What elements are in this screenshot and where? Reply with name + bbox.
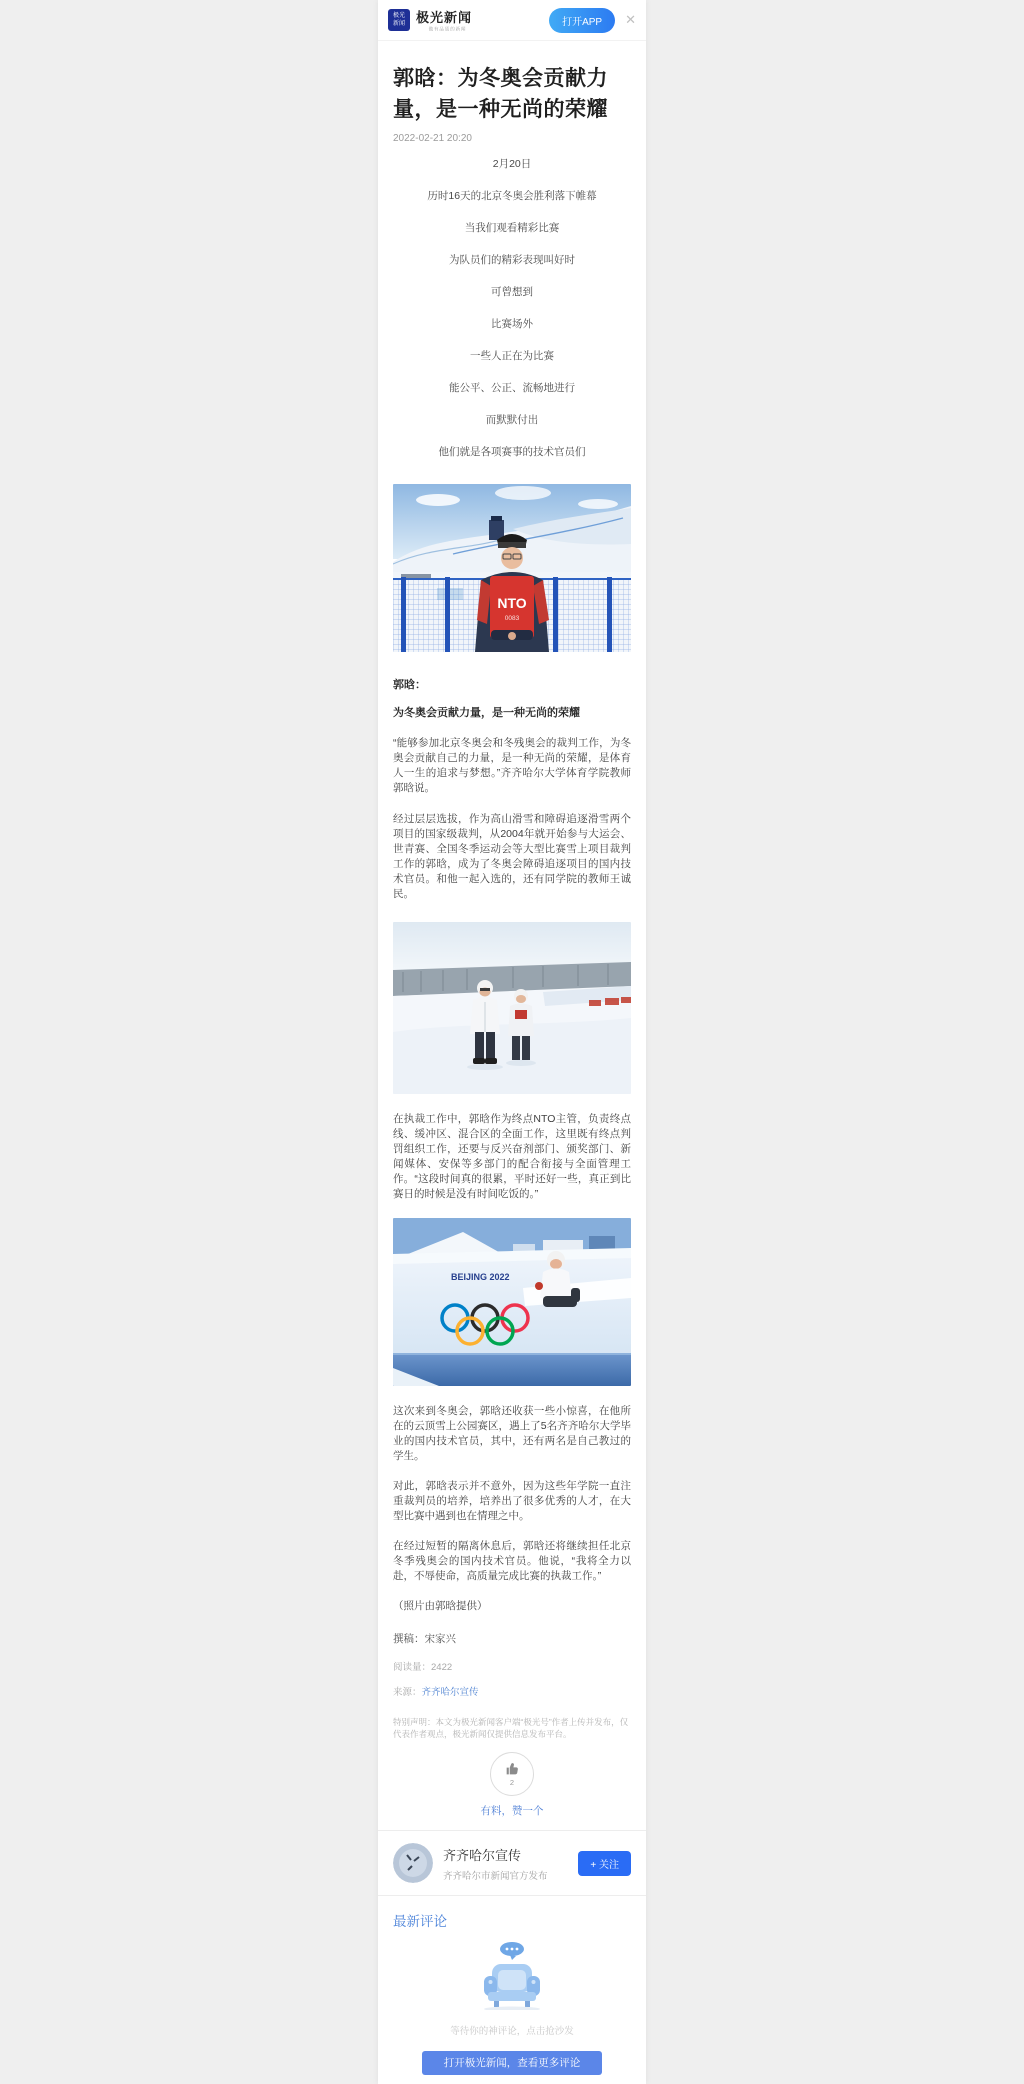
svg-text:BEIJING 2022: BEIJING 2022 bbox=[451, 1272, 510, 1282]
paragraph: 在经过短暂的隔离休息后，郭晗还将继续担任北京冬季残奥会的国内技术官员。他说，“我将全力以赴，不辱使命，高质量完成比赛的执裁工作。” bbox=[393, 1540, 631, 1582]
intro-line: 2月20日 bbox=[492, 158, 532, 170]
svg-text:NTO: NTO bbox=[497, 595, 527, 611]
article-page bbox=[378, 0, 646, 2084]
logo-line2: 新闻 bbox=[392, 21, 405, 27]
source-row bbox=[393, 1684, 631, 1698]
byline: 撰稿：宋家兴 bbox=[393, 1633, 456, 1645]
paragraph: 经过层层选拔，作为高山滑雪和障碍追逐滑雪两个项目的国家级裁判，从2004年就开始参与大运会、世青赛、全国冬季运动会等大型比赛雪上项目裁判工作的郭晗，成为了冬奥会障碍追逐项目的国内技术官员。和他一起入选的，还有同学院的教师王诚民。 bbox=[393, 813, 631, 900]
empty-comments-illustration bbox=[393, 1940, 631, 2015]
intro-line: 他们就是各项赛事的技术官员们 bbox=[438, 446, 586, 458]
page-title: 郭晗：为冬奥会贡献力量，是一种无尚的荣耀 bbox=[393, 67, 608, 121]
close-icon[interactable]: ✕ bbox=[625, 12, 636, 27]
intro-line: 可曾想到 bbox=[491, 286, 533, 298]
subtitle-name: 郭晗： bbox=[393, 679, 426, 691]
open-more-comments-button[interactable]: 打开极光新闻，查看更多评论 bbox=[422, 2051, 602, 2075]
aurora-news-logo-icon bbox=[388, 9, 410, 31]
app-name: 极光新闻 bbox=[416, 10, 473, 25]
photo-officials-on-snow[interactable] bbox=[393, 922, 631, 1094]
publisher-info bbox=[443, 1845, 578, 1882]
intro-line: 比赛场外 bbox=[491, 318, 533, 330]
like-label[interactable]: 有料，赞一个 bbox=[480, 1805, 544, 1817]
source-label: 来源： bbox=[393, 1687, 422, 1698]
logo-line1: 极光 bbox=[392, 13, 405, 19]
logo-slogan: 做有品质的新闻 bbox=[428, 26, 467, 33]
intro-line: 而默默付出 bbox=[485, 414, 539, 426]
comments-title: 最新评论 bbox=[393, 1914, 447, 1929]
app-title-block bbox=[416, 7, 472, 33]
thumbs-up-icon bbox=[504, 1761, 520, 1777]
like-button[interactable] bbox=[490, 1752, 534, 1796]
source-link[interactable]: 齐齐哈尔宣传 bbox=[421, 1687, 479, 1698]
intro-line: 能公平、公正、流畅地进行 bbox=[449, 382, 575, 394]
intro-line: 一些人正在为比赛 bbox=[470, 350, 554, 362]
open-app-button[interactable]: 打开APP bbox=[549, 8, 615, 33]
read-count: 阅读量：2422 bbox=[393, 1662, 453, 1673]
intro-line: 为队员们的精彩表现叫好时 bbox=[449, 254, 575, 266]
publisher-name: 齐齐哈尔宣传 bbox=[443, 1847, 522, 1863]
publisher-description: 齐齐哈尔市新闻官方发布 bbox=[443, 1870, 548, 1882]
avatar bbox=[393, 1843, 433, 1883]
empty-comments-hint: 等待你的神评论，点击抢沙发 bbox=[450, 2026, 574, 2037]
publish-date: 2022-02-21 20:20 bbox=[393, 133, 472, 144]
disclaimer: 特别声明：本文为极光新闻客户端“极光号”作者上传并发布，仅代表作者观点，极光新闻仅提供信息发布平台。 bbox=[393, 1717, 629, 1739]
follow-button[interactable]: + 关注 bbox=[578, 1851, 631, 1876]
intro-line: 当我们观看精彩比赛 bbox=[464, 222, 560, 234]
paragraph: 对此，郭晗表示并不意外，因为这些年学院一直注重裁判员的培养，培养出了很多优秀的人才，在大型比赛中遇到也在情理之中。 bbox=[393, 1480, 631, 1522]
publisher-card bbox=[378, 1830, 646, 1896]
article-body bbox=[378, 63, 646, 1740]
comments-section bbox=[378, 1896, 646, 2075]
paragraph: 这次来到冬奥会，郭晗还收获一些小惊喜，在他所在的云顶雪上公园赛区，遇上了5名齐齐哈尔大学毕业的国内技术官员，其中，还有两名是自己教过的学生。 bbox=[393, 1405, 631, 1462]
like-count: 2 bbox=[509, 1778, 515, 1787]
paragraph: 在执裁工作中，郭晗作为终点NTO主管，负责终点线、缓冲区、混合区的全面工作，这里既有终点判罚组织工作，还要与反兴奋剂部门、颁奖部门、新闻媒体、安保等多部门的配合衔接与全面管理工作。“这段时间真的很累，平时还好一些，真正到比赛日的时候是没有时间吃饭的。” bbox=[393, 1113, 631, 1200]
like-section bbox=[378, 1752, 646, 1818]
publisher-avatar-icon bbox=[393, 1843, 433, 1883]
intro-poem bbox=[393, 158, 631, 458]
photo-olympic-rings[interactable] bbox=[393, 1218, 631, 1386]
app-banner bbox=[378, 0, 646, 41]
photo-credit: （照片由郭晗提供） bbox=[393, 1600, 488, 1612]
svg-text:0083: 0083 bbox=[504, 615, 520, 622]
paragraph: “能够参加北京冬奥会和冬残奥会的裁判工作，为冬奥会贡献自己的力量，是一种无尚的荣耀，是体育人一生的追求与梦想。”齐齐哈尔大学体育学院教师郭晗说。 bbox=[393, 737, 631, 794]
sofa-icon bbox=[470, 1940, 554, 2010]
photo-nto-official[interactable] bbox=[393, 484, 631, 652]
subtitle: 为冬奥会贡献力量，是一种无尚的荣耀 bbox=[393, 707, 580, 719]
intro-line: 历时16天的北京冬奥会胜利落下帷幕 bbox=[427, 190, 597, 202]
